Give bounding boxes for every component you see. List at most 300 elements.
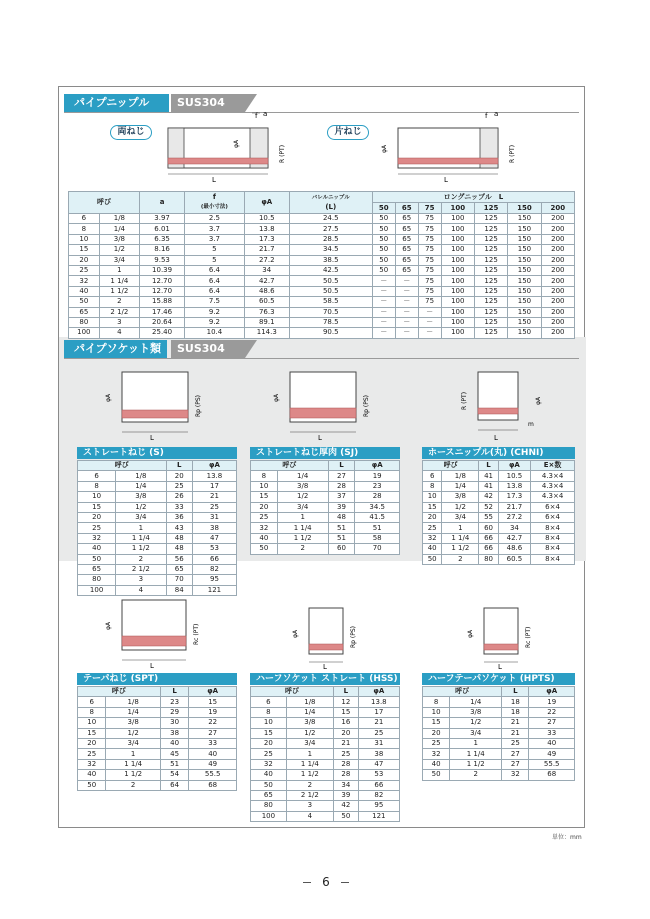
table-cell: 50 <box>333 811 358 821</box>
table-cell: 20 <box>423 728 450 738</box>
table-cell: L <box>502 687 529 697</box>
table-cell: 1/4 <box>106 707 160 717</box>
table-cell: 20 <box>69 255 100 265</box>
dim-RPT: R (PT) <box>279 144 286 163</box>
table-cell: φA <box>189 687 237 697</box>
svg-text:Rc (PT): Rc (PT) <box>193 623 200 645</box>
svg-text:R (PT): R (PT) <box>461 391 468 410</box>
table-cell: 150 <box>508 265 541 275</box>
table-cell: 76.3 <box>244 307 289 317</box>
table-row <box>423 523 575 533</box>
table-cell: 150 <box>508 203 541 214</box>
table-cell: 20 <box>166 471 192 481</box>
table-cell: － <box>395 307 418 317</box>
table-row <box>69 255 575 265</box>
table-row <box>423 697 575 707</box>
table-cell: 82 <box>192 564 236 574</box>
table-cell: 58 <box>355 533 400 543</box>
table-cell: 34.5 <box>355 502 400 512</box>
header-tail <box>245 340 257 358</box>
table-cell: 1 1/2 <box>277 533 328 543</box>
sj-table <box>250 460 400 555</box>
table-cell: 6×4 <box>531 502 575 512</box>
svg-text:L: L <box>494 434 498 442</box>
table-cell: 100 <box>441 245 474 255</box>
table-cell: 66 <box>479 533 498 543</box>
table-cell: 13.8 <box>244 224 289 234</box>
table-cell: 2 <box>286 780 333 790</box>
table-cell: 60.5 <box>244 297 289 307</box>
table-cell: 39 <box>328 502 355 512</box>
table-cell: 6 <box>251 697 287 707</box>
table-cell: 8 <box>423 481 442 491</box>
table-cell: 10 <box>78 718 106 728</box>
table-cell: 55 <box>479 512 498 522</box>
svg-text:φA: φA <box>105 621 112 630</box>
table-cell: 1 1/2 <box>106 770 160 780</box>
table-cell: 3.97 <box>140 214 185 224</box>
dim-L: L <box>212 176 216 183</box>
table-cell: 8 <box>69 224 100 234</box>
table-row <box>251 481 400 491</box>
table-cell: 15 <box>251 492 278 502</box>
table-cell: 100 <box>441 276 474 286</box>
table-header-row <box>423 461 575 471</box>
table-cell: 70.5 <box>289 307 372 317</box>
table-header-row <box>78 461 237 471</box>
table-cell: 12.70 <box>140 276 185 286</box>
table-cell: － <box>372 297 395 307</box>
table-cell: 68 <box>189 780 237 790</box>
table-row <box>423 738 575 748</box>
table-cell: 15 <box>423 502 442 512</box>
table-cell: 33 <box>529 728 575 738</box>
table-cell: 4 <box>286 811 333 821</box>
svg-text:L: L <box>498 663 502 670</box>
table-cell: 3 <box>116 575 166 585</box>
table-cell: 100 <box>441 224 474 234</box>
table-row <box>423 749 575 759</box>
hpts-socket-drawing <box>460 600 550 670</box>
table-cell: 95 <box>192 575 236 585</box>
table-cell: 1 1/2 <box>99 286 139 296</box>
table-cell: 17 <box>358 707 399 717</box>
table-cell: 1/2 <box>442 502 479 512</box>
table-cell: 33 <box>166 502 192 512</box>
table-cell: 17.3 <box>244 234 289 244</box>
table-row <box>423 533 575 543</box>
table-cell: 3/8 <box>106 718 160 728</box>
table-cell: 50 <box>78 554 116 564</box>
socket-section-header <box>64 340 579 358</box>
table-cell: 13.8 <box>192 471 236 481</box>
table-cell: 2 <box>116 554 166 564</box>
table-cell: 49 <box>189 759 237 769</box>
table-cell: 125 <box>474 307 507 317</box>
table-cell: 2 <box>442 554 479 564</box>
svg-text:Rc (PT): Rc (PT) <box>525 626 532 648</box>
table-cell: 4 <box>99 328 139 338</box>
table-cell: 6 <box>423 471 442 481</box>
table-cell: 200 <box>541 328 574 338</box>
table-row <box>251 728 400 738</box>
s-table <box>77 460 237 596</box>
table-cell: 60 <box>479 523 498 533</box>
table-cell: 3/8 <box>286 718 333 728</box>
table-cell: L <box>160 687 188 697</box>
table-cell: 42.7 <box>498 533 530 543</box>
chni-drawing <box>448 360 548 445</box>
table-cell: 28 <box>333 759 358 769</box>
table-cell: 25 <box>251 512 278 522</box>
table-cell: φA <box>529 687 575 697</box>
table-cell: 18 <box>502 707 529 717</box>
table-cell: 65 <box>395 265 418 275</box>
col-long: ロングニップル L <box>372 192 574 203</box>
table-cell: 1/8 <box>116 471 166 481</box>
section-title: パイプニップル <box>64 94 169 112</box>
table-cell: 10.4 <box>185 328 245 338</box>
table-cell: 41.5 <box>355 512 400 522</box>
table-row <box>423 502 575 512</box>
table-cell: 75 <box>418 265 441 275</box>
table-cell: L <box>479 461 498 471</box>
table-row <box>251 759 400 769</box>
table-cell: 3/8 <box>450 707 502 717</box>
table-cell: 150 <box>508 328 541 338</box>
table-cell: 3/4 <box>106 738 160 748</box>
table-cell: 8×4 <box>531 544 575 554</box>
table-cell: 39 <box>333 790 358 800</box>
table-row <box>251 533 400 543</box>
table-row <box>78 728 237 738</box>
table-row <box>423 554 575 564</box>
table-cell: 40 <box>160 738 188 748</box>
table-cell: 48.6 <box>244 286 289 296</box>
table-cell: 89.1 <box>244 317 289 327</box>
dim-a: a <box>494 110 499 118</box>
table-cell: 20 <box>423 512 442 522</box>
table-cell: 8 <box>78 707 106 717</box>
table-cell: 25 <box>423 738 450 748</box>
hss-table <box>250 686 400 822</box>
table-cell: 2 <box>277 544 328 554</box>
table-cell: 22 <box>529 707 575 717</box>
svg-text:L: L <box>150 662 154 670</box>
table-cell: 25.40 <box>140 328 185 338</box>
svg-text:Rp (PS): Rp (PS) <box>363 395 370 417</box>
table-cell: 37 <box>328 492 355 502</box>
s-socket-drawing <box>100 362 210 442</box>
table-cell: 17.3 <box>498 492 530 502</box>
dim-f: f <box>255 112 258 120</box>
table-cell: 50 <box>78 780 106 790</box>
table-cell: 54 <box>160 770 188 780</box>
table-cell: 12 <box>333 697 358 707</box>
table-cell: 200 <box>541 286 574 296</box>
table-cell: L <box>333 687 358 697</box>
table-row <box>423 544 575 554</box>
table-cell: 20 <box>78 512 116 522</box>
table-cell: 150 <box>508 255 541 265</box>
table-cell: 200 <box>541 245 574 255</box>
both-ends-label: 両ねじ <box>110 125 152 140</box>
table-cell: 34 <box>498 523 530 533</box>
table-row <box>423 770 575 780</box>
table-cell: 1 1/4 <box>450 749 502 759</box>
table-cell: 125 <box>474 265 507 275</box>
table-cell: 15 <box>78 502 116 512</box>
table-cell: 40 <box>529 738 575 748</box>
table-cell: 25 <box>333 749 358 759</box>
table-cell: 1 <box>99 265 139 275</box>
table-cell: 2 <box>106 780 160 790</box>
table-cell: 1 1/4 <box>116 533 166 543</box>
table-cell: － <box>395 276 418 286</box>
table-cell: 75 <box>418 214 441 224</box>
table-cell: 6×4 <box>531 512 575 522</box>
table-cell: φA <box>355 461 400 471</box>
table-cell: 125 <box>474 203 507 214</box>
table-cell: 49 <box>529 749 575 759</box>
col-yobi: 呼び <box>69 192 140 214</box>
svg-text:L: L <box>150 434 154 442</box>
table-cell: 27 <box>328 471 355 481</box>
table-cell: 1/4 <box>277 471 328 481</box>
table-row <box>78 759 237 769</box>
table-cell: 3/4 <box>442 512 479 522</box>
table-cell: 20 <box>251 738 287 748</box>
page-number: 6 <box>309 875 343 889</box>
table-cell: 23 <box>160 697 188 707</box>
table-cell: 43 <box>166 523 192 533</box>
chni-table-title: ホースニップル(丸) (CHNI) <box>422 447 575 459</box>
table-cell: 15 <box>333 707 358 717</box>
table-cell: 12.70 <box>140 286 185 296</box>
table-cell: 51 <box>355 523 400 533</box>
table-cell: 100 <box>441 297 474 307</box>
table-cell: 125 <box>474 255 507 265</box>
table-row <box>251 502 400 512</box>
table-cell: 40 <box>423 759 450 769</box>
table-cell: 40 <box>78 770 106 780</box>
table-cell: 32 <box>251 759 287 769</box>
table-cell: 84 <box>166 585 192 595</box>
table-cell: 125 <box>474 245 507 255</box>
table-cell: 150 <box>508 297 541 307</box>
table-cell: 8.16 <box>140 245 185 255</box>
table-cell: 20 <box>251 502 278 512</box>
table-cell: 1 1/2 <box>442 544 479 554</box>
table-row <box>423 492 575 502</box>
table-cell: 200 <box>541 265 574 275</box>
table-cell: 27.2 <box>498 512 530 522</box>
table-cell: 21 <box>192 492 236 502</box>
table-cell: 21 <box>333 738 358 748</box>
table-cell: 8×4 <box>531 554 575 564</box>
table-cell: 27.5 <box>289 224 372 234</box>
table-row <box>251 811 400 821</box>
svg-text:φA: φA <box>292 629 299 638</box>
table-row <box>69 214 575 224</box>
dim-phiA: φA <box>233 139 240 148</box>
table-cell: 200 <box>541 214 574 224</box>
table-row <box>251 790 400 800</box>
table-row <box>251 749 400 759</box>
table-row <box>78 564 237 574</box>
table-cell: 28 <box>355 492 400 502</box>
table-cell: 呼び <box>423 461 479 471</box>
table-cell: 3.7 <box>185 234 245 244</box>
table-row <box>423 512 575 522</box>
table-cell: 125 <box>474 286 507 296</box>
table-row <box>251 492 400 502</box>
svg-text:Rp (PS): Rp (PS) <box>195 395 202 417</box>
table-row <box>78 707 237 717</box>
table-cell: 51 <box>160 759 188 769</box>
table-cell: － <box>395 286 418 296</box>
table-header-row <box>78 687 237 697</box>
table-cell: 21 <box>502 728 529 738</box>
table-cell: 15 <box>189 697 237 707</box>
hatch-band <box>398 158 498 164</box>
table-row <box>78 502 237 512</box>
table-cell: 41 <box>479 471 498 481</box>
table-cell: 1 1/2 <box>450 759 502 769</box>
table-row <box>423 718 575 728</box>
table-cell: 65 <box>395 245 418 255</box>
table-cell: 65 <box>395 255 418 265</box>
nipple-table <box>68 191 575 339</box>
table-cell: 8 <box>251 707 287 717</box>
table-cell: 75 <box>418 255 441 265</box>
hpts-table-title: ハーフテーパソケット (HPTS) <box>422 673 575 685</box>
hss-socket-drawing <box>285 600 375 670</box>
table-cell: 9.2 <box>185 317 245 327</box>
table-cell: 6 <box>78 697 106 707</box>
table-cell: 25 <box>192 502 236 512</box>
table-cell: 125 <box>474 297 507 307</box>
table-row <box>251 770 400 780</box>
table-row <box>423 707 575 717</box>
table-cell: 1 <box>116 523 166 533</box>
table-row <box>78 481 237 491</box>
table-cell: 呼び <box>251 687 334 697</box>
table-cell: 125 <box>474 276 507 286</box>
table-cell: － <box>372 276 395 286</box>
table-cell: 200 <box>541 317 574 327</box>
table-cell: 2 1/2 <box>99 307 139 317</box>
table-cell: 23 <box>355 481 400 491</box>
s-table-title: ストレートねじ (S) <box>77 447 237 459</box>
both-ends-nipple-drawing <box>150 108 300 183</box>
dim-L: L <box>444 176 448 183</box>
table-cell: 100 <box>441 317 474 327</box>
table-cell: 80 <box>78 575 116 585</box>
table-cell: 26 <box>166 492 192 502</box>
table-cell: 50 <box>372 255 395 265</box>
table-cell: 47 <box>358 759 399 769</box>
table-cell: 66 <box>479 544 498 554</box>
table-cell: 50.5 <box>289 286 372 296</box>
sj-socket-drawing <box>268 362 378 442</box>
table-cell: 60 <box>328 544 355 554</box>
table-cell: 50.5 <box>289 276 372 286</box>
table-cell: 33 <box>189 738 237 748</box>
table-cell: 15.88 <box>140 297 185 307</box>
table-cell: 13.8 <box>358 697 399 707</box>
table-cell: 1 1/4 <box>442 533 479 543</box>
table-cell: 25 <box>166 481 192 491</box>
table-cell: 1/2 <box>116 502 166 512</box>
table-cell: 50 <box>372 265 395 275</box>
table-row <box>423 759 575 769</box>
table-row <box>69 265 575 275</box>
table-cell: 31 <box>358 738 399 748</box>
table-cell: 17.46 <box>140 307 185 317</box>
table-cell: 82 <box>358 790 399 800</box>
table-cell: E×数 <box>531 461 575 471</box>
hatch-band <box>168 158 268 164</box>
table-cell: 9.53 <box>140 255 185 265</box>
table-row <box>78 471 237 481</box>
table-cell: 70 <box>355 544 400 554</box>
table-cell: 1/4 <box>99 224 139 234</box>
table-row <box>251 471 400 481</box>
table-cell: 2 <box>450 770 502 780</box>
table-cell: 40 <box>189 749 237 759</box>
table-cell: 6.35 <box>140 234 185 244</box>
table-cell: 125 <box>474 317 507 327</box>
table-cell: 21.7 <box>498 502 530 512</box>
table-cell: 100 <box>441 265 474 275</box>
table-cell: 53 <box>192 544 236 554</box>
table-cell: 48 <box>166 533 192 543</box>
table-cell: 1/2 <box>286 728 333 738</box>
table-row <box>251 707 400 717</box>
table-cell: 3/4 <box>99 255 139 265</box>
table-cell: 3/4 <box>116 512 166 522</box>
table-cell: 80 <box>251 801 287 811</box>
svg-text:m: m <box>528 421 534 428</box>
table-cell: 15 <box>423 718 450 728</box>
table-cell: 65 <box>395 214 418 224</box>
table-header-row <box>251 461 400 471</box>
table-cell: 56 <box>166 554 192 564</box>
table-cell: 40 <box>251 770 287 780</box>
table-cell: 1/2 <box>450 718 502 728</box>
table-cell: 27 <box>502 759 529 769</box>
table-cell: 呼び <box>78 461 167 471</box>
table-cell: 19 <box>189 707 237 717</box>
table-cell: 1 1/2 <box>286 770 333 780</box>
table-cell: 150 <box>508 224 541 234</box>
table-cell: 121 <box>192 585 236 595</box>
table-cell: 150 <box>508 317 541 327</box>
table-cell: 200 <box>541 234 574 244</box>
table-row <box>78 544 237 554</box>
table-cell: 8 <box>78 481 116 491</box>
table-cell: 1 <box>450 738 502 748</box>
table-cell: 1/4 <box>116 481 166 491</box>
table-cell: 80 <box>479 554 498 564</box>
table-cell: 58.5 <box>289 297 372 307</box>
table-cell: 41 <box>479 481 498 491</box>
table-cell: 75 <box>418 297 441 307</box>
table-cell: 1 1/4 <box>286 759 333 769</box>
table-cell: 32 <box>502 770 529 780</box>
table-row <box>78 749 237 759</box>
